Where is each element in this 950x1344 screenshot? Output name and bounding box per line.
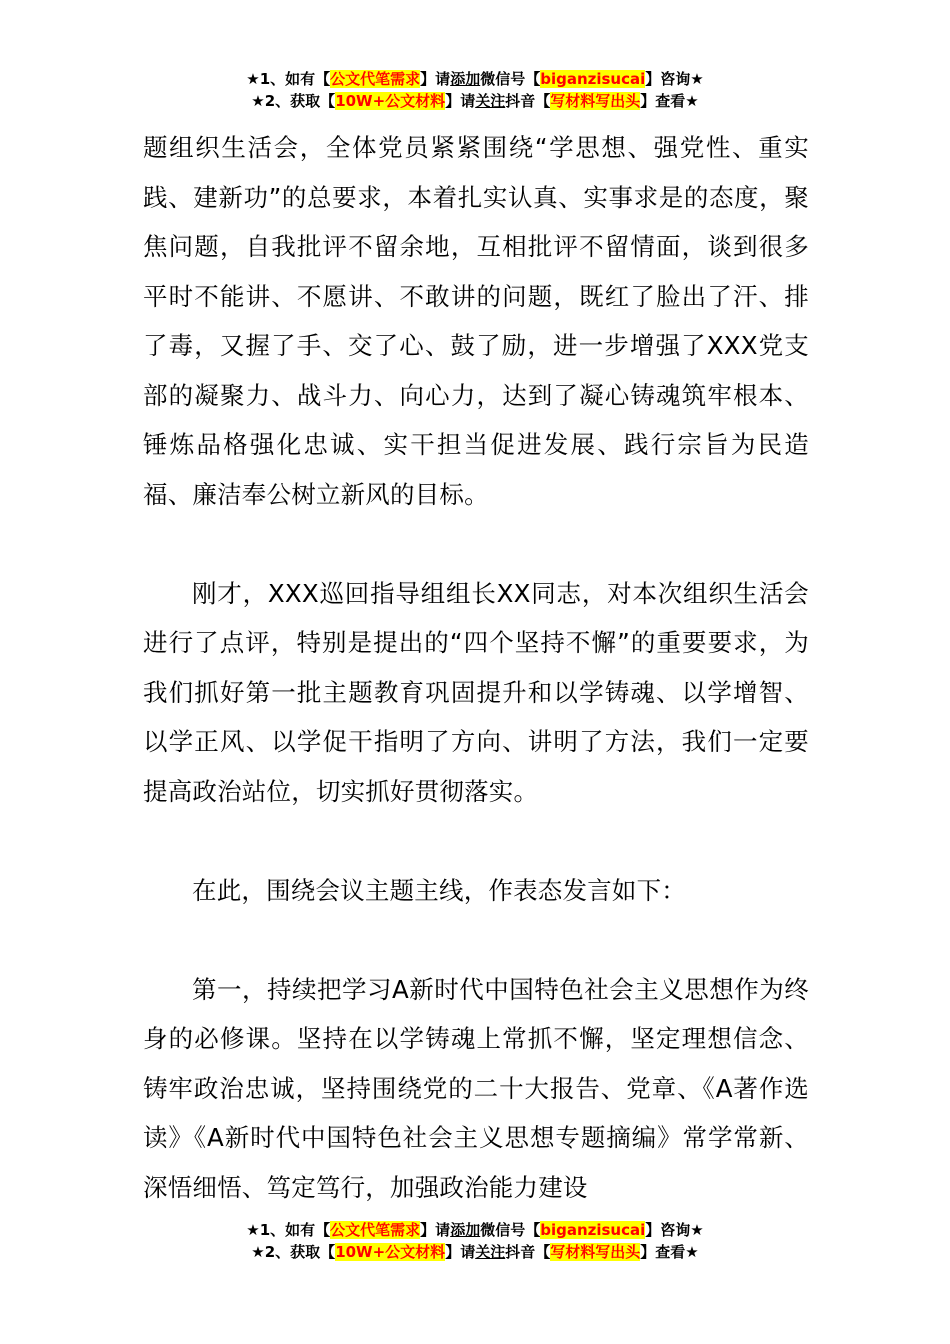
banner-text: 】请 — [445, 92, 476, 110]
paragraph-spacer — [143, 519, 809, 569]
banner-highlight: 写材料写出头 — [550, 92, 641, 110]
paragraph-3: 在此，围绕会议主题主线，作表态发言如下： — [192, 875, 686, 905]
banner-text: 】查看★ — [640, 92, 699, 110]
banner-underlined-text: 关注 — [475, 92, 506, 110]
banner-underlined-text: 关注 — [475, 1243, 506, 1261]
banner-text: 】咨询★ — [645, 70, 704, 88]
banner-text: ★2、获取【 — [251, 1243, 336, 1261]
banner-line-2 — [0, 90, 950, 112]
banner-text: 】请 — [420, 70, 451, 88]
paragraph-2: 刚才，XXX巡回指导组组长XX同志，对本次组织生活会进行了点评，特别是提出的“四个坚持不懈”的重要要求，为我们抓好第一批主题教育巩固提升和以学铸魂、以学增智、以学正风、以学促干指明了方向、讲明了方法，我们一定要提高政治站位，切实抓好贯彻落实。 — [143, 578, 809, 806]
banner-highlight: 10W+公文材料 — [335, 1243, 446, 1261]
footer-banner — [0, 1219, 950, 1263]
banner-highlight: biganzisucai — [540, 1221, 646, 1239]
banner-text: 】咨询★ — [645, 1221, 704, 1239]
banner-highlight: biganzisucai — [540, 70, 646, 88]
banner-highlight: 写材料写出头 — [550, 1243, 641, 1261]
banner-line-1 — [0, 68, 950, 90]
banner-text: 】查看★ — [640, 1243, 699, 1261]
banner-text: 抖音【 — [505, 92, 551, 110]
banner-text: 微信号【 — [480, 1221, 541, 1239]
header-banner — [0, 68, 950, 112]
banner-underlined-text: 添加 — [450, 1221, 481, 1239]
paragraph-spacer — [143, 816, 809, 866]
paragraph-1: 题组织生活会，全体党员紧紧围绕“学思想、强党性、重实践、建新功”的总要求，本着扎实认真、实事求是的态度，聚焦问题，自我批评不留余地，互相批评不留情面，谈到很多平时不能讲、不愿讲、不敢讲的问题，既红了脸出了汗、排了毒，又握了手、交了心、鼓了励，进一步增强了XXX党支部的凝聚力、战斗力、向心力，达到了凝心铸魂筑牢根本、锤炼品格强化忠诚、实干担当促进发展、践行宗旨为民造福、廉洁奉公树立新风的目标。 — [143, 133, 809, 509]
banner-highlight: 公文代笔需求 — [330, 1221, 421, 1239]
banner-text: ★2、获取【 — [251, 92, 336, 110]
banner-line-2 — [0, 1241, 950, 1263]
banner-text: ★1、如有【 — [246, 1221, 331, 1239]
paragraph-spacer — [143, 915, 809, 965]
banner-highlight: 公文代笔需求 — [330, 70, 421, 88]
paragraph-4: 第一，持续把学习A新时代中国特色社会主义思想作为终身的必修课。坚持在以学铸魂上常抓不懈，坚定理想信念、铸牢政治忠诚，坚持围绕党的二十大报告、党章、《A著作选读》《A新时代中国特色社会主义思想专题摘编》常学常新、深悟细悟、笃定笃行，加强政治能力建设 — [143, 974, 809, 1202]
banner-text: 微信号【 — [480, 70, 541, 88]
banner-highlight: 10W+公文材料 — [335, 92, 446, 110]
banner-text: ★1、如有【 — [246, 70, 331, 88]
banner-line-1 — [0, 1219, 950, 1241]
banner-underlined-text: 添加 — [450, 70, 481, 88]
banner-text: 抖音【 — [505, 1243, 551, 1261]
banner-text: 】请 — [445, 1243, 476, 1261]
document-body — [143, 123, 809, 1212]
banner-text: 】请 — [420, 1221, 451, 1239]
